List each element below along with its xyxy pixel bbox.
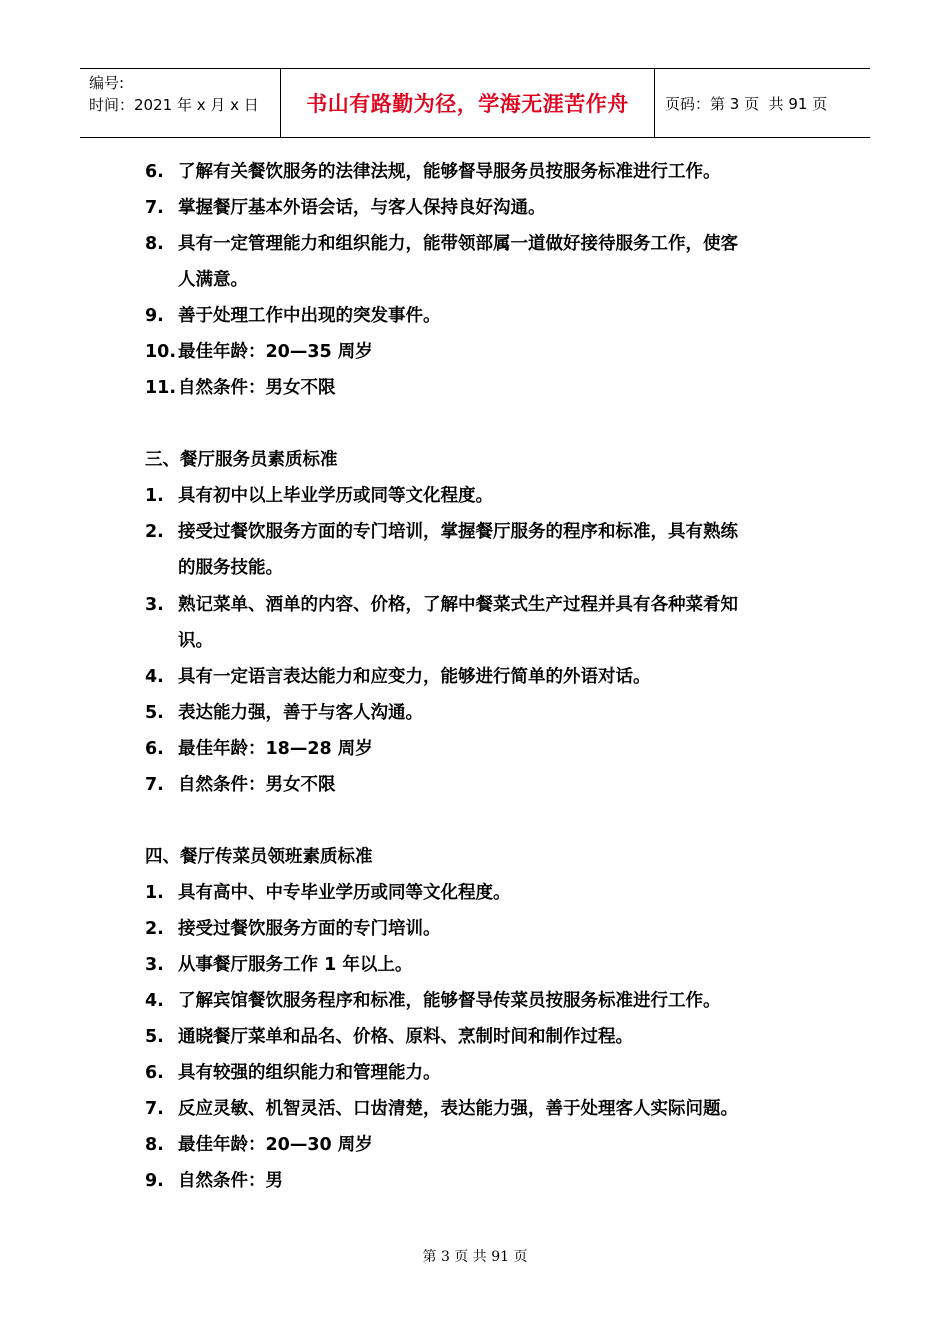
section-heading: 四、餐厅传菜员领班素质标准: [145, 847, 373, 867]
list-item-text: 从事餐厅服务工作 1 年以上。: [178, 955, 413, 975]
list-item: [145, 665, 651, 689]
list-item-number: 3.: [145, 595, 164, 615]
list-item: [145, 1133, 373, 1157]
list-item-number: 7.: [145, 1099, 164, 1119]
list-item-number: 6.: [145, 1063, 164, 1083]
list-item-text: 具有较强的组织能力和管理能力。: [178, 1063, 441, 1083]
list-item: [145, 520, 738, 544]
list-item-number: 11.: [145, 378, 177, 398]
date-label: 时间：2021 年 x 月 x 日: [89, 96, 259, 114]
list-item: [145, 1169, 283, 1193]
list-item: [145, 1097, 738, 1121]
list-item-text: 了解有关餐饮服务的法律法规，能够督导服务员按服务标准进行工作。: [178, 162, 721, 182]
page-info-text: 页码：第 3 页 共 91 页: [665, 94, 828, 113]
list-item-text: 表达能力强，善于与客人沟通。: [178, 703, 423, 723]
list-item-text: 通晓餐厅菜单和品名、价格、原料、烹制时间和制作过程。: [178, 1027, 633, 1047]
list-item-number: 5.: [145, 1027, 164, 1047]
list-item: [145, 773, 336, 797]
list-item-text: 接受过餐饮服务方面的专门培训，掌握餐厅服务的程序和标准，具有熟练: [178, 522, 738, 542]
list-item-text: 接受过餐饮服务方面的专门培训。: [178, 919, 441, 939]
list-item-text: 反应灵敏、机智灵活、口齿清楚，表达能力强，善于处理客人实际问题。: [178, 1099, 738, 1119]
list-item-text: 最佳年龄：18—28 周岁: [178, 739, 373, 759]
list-item-number: 7.: [145, 198, 164, 218]
list-item: [145, 340, 373, 364]
list-item-number: 4.: [145, 667, 164, 687]
list-item-text: 自然条件：男女不限: [178, 378, 336, 398]
list-item-text: 善于处理工作中出现的突发事件。: [178, 306, 441, 326]
list-item-number: 2.: [145, 919, 164, 939]
code-label: 编号:: [89, 74, 125, 92]
list-item: [145, 196, 546, 220]
page-footer: 第 3 页 共 91 页: [422, 1249, 528, 1265]
list-item: [145, 953, 412, 977]
list-item-number: 8.: [145, 234, 164, 254]
list-item: [145, 737, 373, 761]
list-item: [145, 1061, 441, 1085]
list-item-number: 6.: [145, 739, 164, 759]
list-item: [145, 484, 493, 508]
list-item: [145, 881, 511, 905]
list-item-number: 9.: [145, 1171, 164, 1191]
list-item-text: 具有一定语言表达能力和应变力，能够进行简单的外语对话。: [178, 667, 651, 687]
list-item-number: 4.: [145, 991, 164, 1011]
list-item-text: 具有一定管理能力和组织能力，能带领部属一道做好接待服务工作，使客: [178, 234, 738, 254]
list-item-continuation: 识。: [178, 631, 213, 651]
list-item-text: 具有初中以上毕业学历或同等文化程度。: [178, 486, 493, 506]
list-item-number: 9.: [145, 306, 164, 326]
header-meta: [80, 69, 281, 137]
list-item-number: 6.: [145, 162, 164, 182]
list-item-number: 3.: [145, 955, 164, 975]
list-item-number: 10.: [145, 342, 177, 362]
list-item-number: 7.: [145, 775, 164, 795]
list-item: [145, 1025, 633, 1049]
list-item-text: 具有高中、中专毕业学历或同等文化程度。: [178, 883, 511, 903]
list-item-text: 最佳年龄：20—30 周岁: [178, 1135, 373, 1155]
list-item-continuation: 人满意。: [178, 270, 248, 290]
header-motto: 书山有路勤为径，学海无涯苦作舟: [281, 69, 655, 137]
list-item: [145, 376, 336, 400]
list-item: [145, 304, 441, 328]
list-item: [145, 593, 738, 617]
page-header: [80, 68, 870, 138]
list-item: [145, 989, 721, 1013]
list-item: [145, 232, 738, 256]
list-item-text: 掌握餐厅基本外语会话，与客人保持良好沟通。: [178, 198, 546, 218]
list-item-text: 自然条件：男女不限: [178, 775, 336, 795]
list-item-text: 自然条件：男: [178, 1171, 283, 1191]
list-item-number: 2.: [145, 522, 164, 542]
section-heading: 三、餐厅服务员素质标准: [145, 450, 338, 470]
list-item-text: 最佳年龄：20—35 周岁: [178, 342, 373, 362]
list-item-number: 1.: [145, 486, 164, 506]
list-item-continuation: 的服务技能。: [178, 558, 283, 578]
list-item: [145, 701, 423, 725]
list-item: [145, 160, 721, 184]
list-item: [145, 917, 441, 941]
header-page-info: [655, 69, 870, 137]
list-item-text: 了解宾馆餐饮服务程序和标准，能够督导传菜员按服务标准进行工作。: [178, 991, 721, 1011]
list-item-number: 1.: [145, 883, 164, 903]
list-item-text: 熟记菜单、酒单的内容、价格，了解中餐菜式生产过程并具有各种菜肴知: [178, 595, 738, 615]
list-item-number: 8.: [145, 1135, 164, 1155]
list-item-number: 5.: [145, 703, 164, 723]
